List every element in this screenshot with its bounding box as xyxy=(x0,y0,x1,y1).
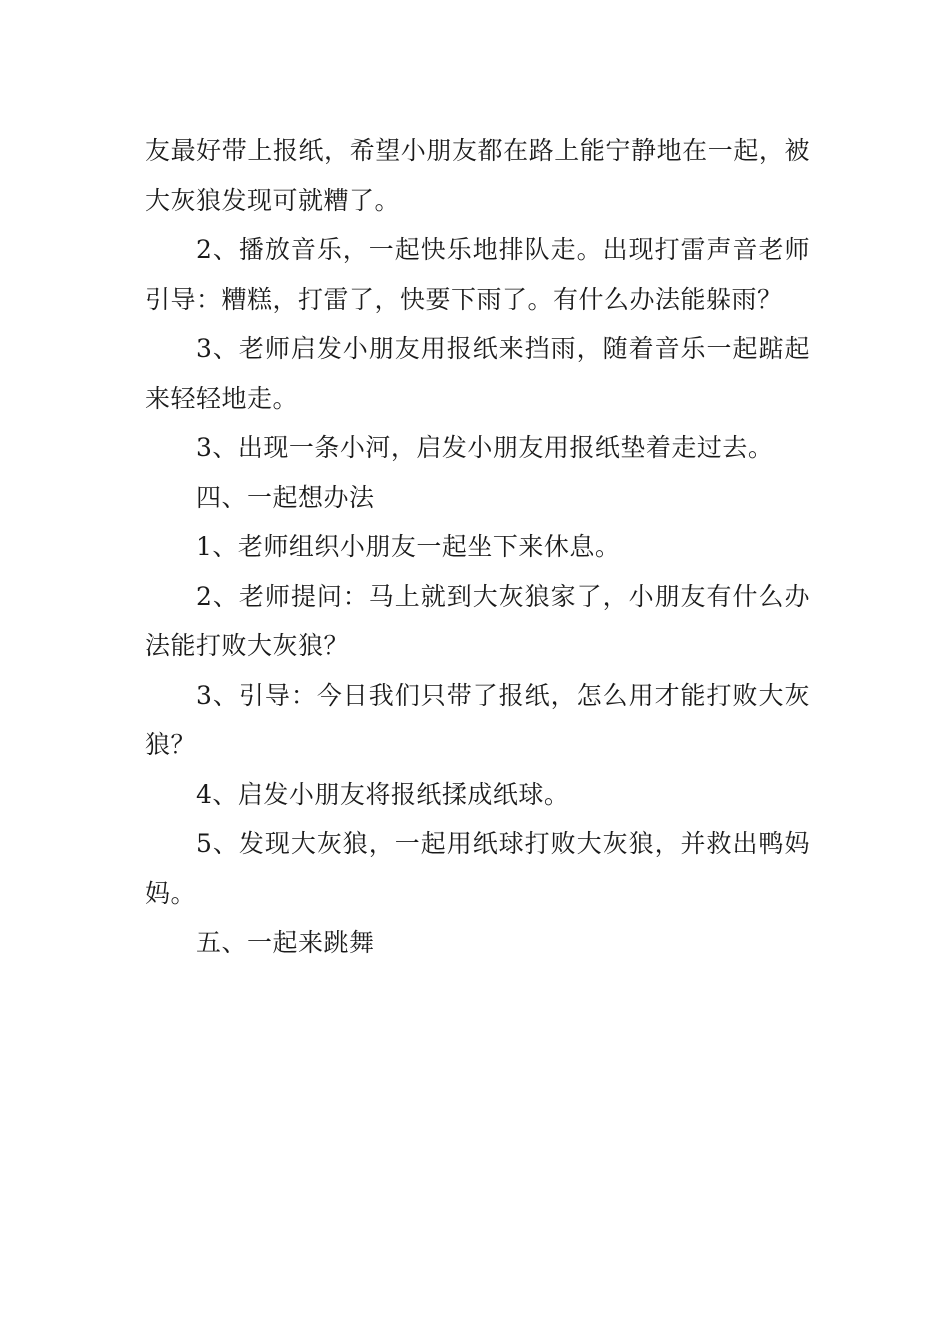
paragraph-step-3-river: 3、出现一条小河，启发小朋友用报纸垫着走过去。 xyxy=(196,433,774,462)
paragraph-defeat-wolf: 5、发现大灰狼，一起用纸球打败大灰狼，并救出鸭妈妈。 xyxy=(145,829,810,908)
paragraph-continuation: 友最好带上报纸，希望小朋友都在路上能宁静地在一起，被大灰狼发现可就糟了。 xyxy=(145,136,810,215)
section-heading-four: 四、一起想办法 xyxy=(196,482,375,512)
paragraph-paper-ball: 4、启发小朋友将报纸揉成纸球。 xyxy=(196,779,570,809)
paragraph-rest: 1、老师组织小朋友一起坐下来休息。 xyxy=(196,532,621,561)
paragraph-question: 2、老师提问：马上就到大灰狼家了，小朋友有什么办法能打败大灰狼？ xyxy=(145,581,810,660)
document-body xyxy=(145,126,810,968)
paragraph-guide: 3、引导：今日我们只带了报纸，怎么用才能打败大灰狼？ xyxy=(145,680,810,759)
paragraph-step-3-rain: 3、老师启发小朋友用报纸来挡雨，随着音乐一起踮起来轻轻地走。 xyxy=(145,334,810,413)
paragraph-step-2-music: 2、播放音乐，一起快乐地排队走。出现打雷声音老师引导：糟糕，打雷了，快要下雨了。有什么办法能躲雨？ xyxy=(145,235,810,314)
section-heading-five: 五、一起来跳舞 xyxy=(196,928,375,957)
